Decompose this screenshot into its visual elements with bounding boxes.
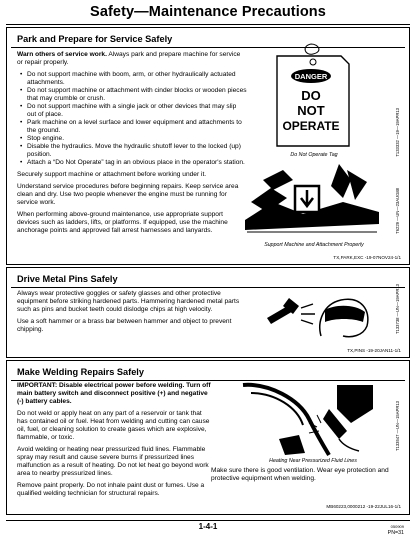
paragraph: Always wear protective goggles or safety glasses and other protective equipment before striking hardened parts. Hammering hardened metal parts such as pins and bucket teeth could dislodge chips at high velocity. [17, 290, 240, 313]
welding-illustration [239, 379, 379, 457]
footer-rule [6, 520, 410, 521]
goggles-hammer-illustration [263, 292, 373, 340]
list-item: • Stop engine. [23, 135, 247, 143]
reference-code: TX,PINS -19-20JAN11-1/1 [347, 348, 401, 353]
paragraph: When performing above-ground maintenance, use appropriate support devices such as ladders, lifts, or platforms. If equipped, use the machine anchorage points and approved fall arrest harnesses and lanyards. [17, 211, 228, 234]
precaution-list [17, 71, 247, 167]
section-heading: Park and Prepare for Service Safely [17, 34, 173, 44]
list-item: • Park machine on a level surface and lower equipment and attachments to the ground. [23, 119, 247, 135]
footer-code: 050909 [390, 524, 404, 529]
tag-line-3: OPERATE [282, 119, 340, 133]
section-welding [6, 360, 410, 515]
section-heading: Drive Metal Pins Safely [17, 274, 118, 284]
figure-id: T133332 —19—19APR13 [395, 108, 400, 157]
paragraph: Use a soft hammer or a brass bar between hammer and object to prevent chipping. [17, 318, 232, 333]
page-number: 1-4-1 [198, 522, 218, 531]
figure-id: T133547 —UN—15APR13 [395, 401, 400, 452]
footer-codes [388, 524, 404, 536]
reference-code: TX,PARK,EXC -19-07NOV24-1/1 [333, 255, 401, 260]
section-heading: Make Welding Repairs Safely [17, 367, 144, 377]
section-body [17, 290, 249, 338]
paragraph: Securely support machine or attachment before working under it. [17, 171, 207, 178]
page-title: Safety—Maintenance Precautions [90, 4, 326, 20]
important-note [17, 382, 213, 406]
list-item: • Do not support machine or attachment with cinder blocks or wooden pieces that may crumble or crush. [23, 87, 247, 103]
section-body [17, 51, 247, 239]
section-drive-pins [6, 267, 410, 358]
section-body [17, 382, 213, 502]
list-item: • Do not support machine with boom, arm, or other hydraulically actuated attachments. [23, 71, 247, 87]
do-not-operate-tag-illustration [271, 42, 355, 150]
intro-bold: Warn others of service work. [17, 51, 107, 58]
intro-rest: Always park and prepare machine for service or repair properly. [17, 51, 241, 66]
figure-id: T6229 —UN—23AUG88 [395, 188, 400, 234]
important-label: IMPORTANT: [17, 382, 58, 389]
ventilation-paragraph: Make sure there is good ventilation. Wear eye protection and protective equipment when welding. [211, 467, 389, 482]
section-park-prepare [6, 27, 410, 265]
paragraph: Remove paint properly. Do not inhale paint dust or fumes. Use a qualified welding technician for structural repairs. [17, 482, 205, 497]
important-text: Disable electrical power before welding. Turn off main battery switch and disconnect positive (+) and negative (-) battery cables. [17, 382, 211, 405]
list-item: • Attach a “Do Not Operate” tag in an obvious place in the operator's station. [23, 159, 247, 167]
list-item: • Do not support machine with a single jack or other devices that may slip out of place. [23, 103, 247, 119]
tag-danger-text: DANGER [294, 72, 328, 81]
paragraph: Understand service procedures before beginning repairs. Keep service area clean and dry. Use two people whenever the engine must be running for service work. [17, 183, 239, 206]
list-item: • Disable the hydraulics. Move the hydraulic shutoff lever to the locked (up) position. [23, 143, 247, 159]
figure-id: T133738 —UN—19APR13 [395, 284, 400, 335]
title-rule [6, 24, 410, 25]
footer-pn: PN=31 [387, 530, 404, 536]
paragraph: Avoid welding or heating near pressurized fluid lines. Flammable spray may result and cause severe burns if pressurized lines malfunction as a result of heating. Do not let heat go beyond work area to nearby pressurized lines. [17, 446, 209, 477]
caption-tag: Do Not Operate Tag [290, 152, 338, 158]
paragraph: Do not weld or apply heat on any part of a reservoir or tank that has contained oil or fuel. Heat from welding and cutting can cause oil, fuel, or cleaning solution to create gases which are explosive, flammable, or toxic. [17, 410, 210, 441]
tag-line-2: NOT [297, 103, 325, 118]
caption-support: Support Machine and Attachment Properly [264, 242, 364, 248]
caption-welding: Heating Near Pressurized Fluid Lines [269, 458, 357, 464]
tag-line-1: DO [301, 88, 321, 103]
support-machine-illustration [243, 162, 383, 240]
intro-paragraph [17, 51, 247, 67]
reference-code: MB60223,0000212 -19-22JUL16-1/1 [326, 504, 401, 509]
